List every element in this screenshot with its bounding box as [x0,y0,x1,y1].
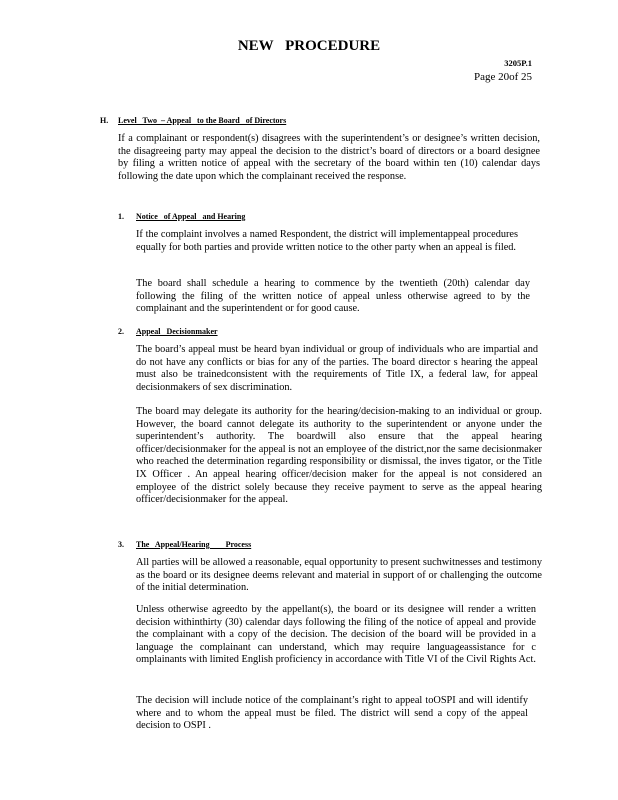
subsection-1-paragraph-2: The board shall schedule a hearing to commence by the twentieth (20th) calendar day following the filing of the written notice of appeal unless otherwise agreed to by the complainant and the superintendent or for good cause. [136,278,530,315]
subsection-number: 3. [118,540,124,549]
subsection-number: 2. [118,327,124,336]
page-title: NEW PROCEDURE [237,38,381,54]
subsection-heading-appeal-hearing-process: The Appeal/Hearing Process [136,540,252,549]
subsection-2-paragraph-1: The board’s appeal must be heard byan individual or group of individuals who are impartial and do not have any conflicts or bias for any of the parties. The board director s hearing the appeal must also be trainedconsistent with the requirements of Title IX, a federal law, for appeal decisionmakers of sex discrimination. [136,344,538,393]
subsection-3-paragraph-2: Unless otherwise agreedto by the appellant(s), the board or its designee will render a written decision withinthirty (30) calendar days following the filing of the notice of appeal and provide the complainant with a copy of the decision. The decision of the board will be provided in a language the complainant can understand, which may require languageassistance for c omplainants with limited English proficiency in accordance with Title VI of the Civil Rights Act. [136,604,536,666]
subsection-heading-appeal-decisionmaker: Appeal Decisionmaker [136,327,218,336]
section-letter: H. [100,116,109,125]
section-intro-paragraph: If a complainant or respondent(s) disagrees with the superintendent’s or designee’s written decision, the disagreeing party may appeal the decision to the district’s board of directors or a board designee by filing a written notice of appeal with the secretary of the board within ten (10) calendar days following the date upon which the complainant received the response. [118,133,540,182]
policy-number: 3205P.1 [504,58,532,68]
subsection-3-paragraph-3: The decision will include notice of the complainant’s right to appeal toOSPI and will identify where and to whom the appeal must be filed. The district will send a copy of the appeal decision to OSPI . [136,695,528,732]
section-heading: Level Two – Appeal to the Board of Directors [118,116,287,125]
subsection-3-paragraph-1: All parties will be allowed a reasonable, equal opportunity to present suchwitnesses and testimony as the board or its designee deems relevant and material in support of or challenging the outcome of the initial determination. [136,557,542,594]
subsection-2-paragraph-2: The board may delegate its authority for the hearing/decision-making to an individual or group. However, the board cannot delegate its authority to the superintendent or anyone under the superintendent’s authority. The boardwill also ensure that the appeal hearing officer/decisionmaker for the appeal is not an employee of the district,nor the same decisionmaker who reached the determination regarding responsibility or dismissal, the inves tigator, or the Title IX Officer . An appeal hearing officer/decision maker for the appeal is not considered an employee of the district solely because they receive payment to serve as the appeal hearing officer/decisionmaker for the appeal. [136,406,542,506]
page-number: Page 20of 25 [473,71,532,83]
subsection-number: 1. [118,212,124,221]
subsection-heading-notice-of-appeal: Notice of Appeal and Hearing [136,212,246,221]
subsection-1-paragraph-1: If the complaint involves a named Respondent, the district will implementappeal procedures equally for both parties and provide written notice to the other party when an appeal is filed. [136,229,518,253]
